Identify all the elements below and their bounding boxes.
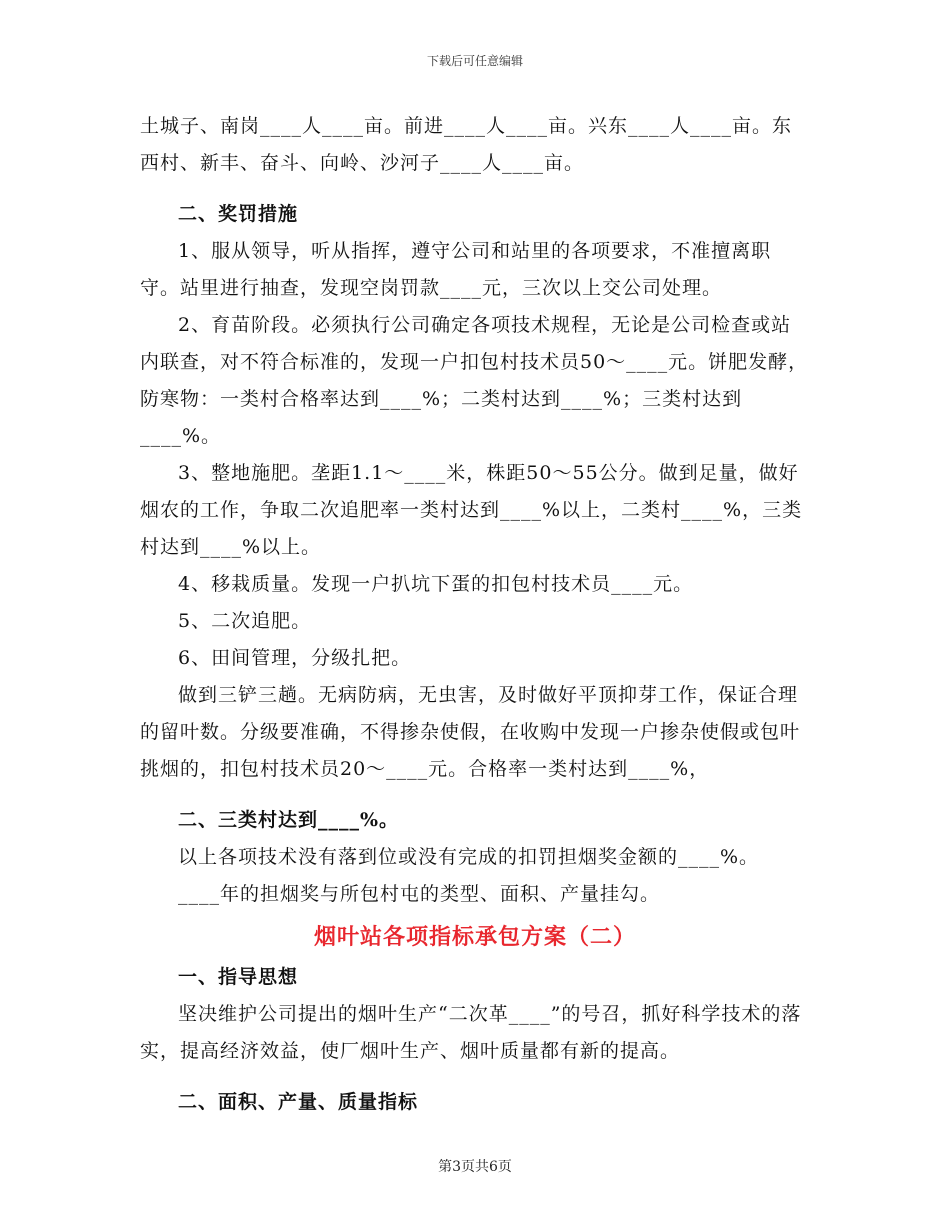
item-6-paragraph: 6、田间管理，分级扎把。 xyxy=(178,647,412,669)
heading-indicators: 二、面积、产量、质量指标 xyxy=(178,1091,419,1113)
item-3-paragraph: 3、整地施肥。垄距1.1～____米，株距50～55公分。做到足量，做好烟农的工作，争取二次追肥率一类村达到____%以上，二类村____%，三类村达到____%以上。 xyxy=(140,462,803,558)
village-quota-paragraph: 土城子、南岗____人____亩。前进____人____亩。兴东____人____亩。东西村、新丰、奋斗、向岭、沙河子____人____亩。 xyxy=(140,115,793,174)
heading-guiding-ideology: 一、指导思想 xyxy=(178,966,299,988)
item-5-paragraph: 5、二次追肥。 xyxy=(178,610,312,632)
item-4-paragraph: 4、移栽质量。发现一户扒坑下蛋的扣包村技术员____元。 xyxy=(178,573,694,595)
guiding-ideology-paragraph: 坚决维护公司提出的烟叶生产“二次革____”的号召，抓好科学技术的落实，提高经济效益，使厂烟叶生产、烟叶质量都有新的提高。 xyxy=(140,1003,802,1062)
heading-rewards-penalties: 二、奖罚措施 xyxy=(178,203,299,225)
item-2-paragraph: 2、育苗阶段。必须执行公司确定各项技术规程，无论是公司检查或站内联查，对不符合标准的，发现一户扣包村技术员50～____元。饼肥发酵，防寒物：一类村合格率达到____%；二类村达到____%；三类村达到____%。 xyxy=(140,314,809,447)
penalty-paragraph: 以上各项技术没有落到位或没有完成的扣罚担烟奖金额的____%。 xyxy=(178,846,760,868)
page-header: 下载后可任意编辑 xyxy=(426,54,523,68)
heading-class3-villages: 二、三类村达到____%。 xyxy=(178,809,400,831)
page-number: 第3页共6页 xyxy=(438,1159,512,1175)
document-body xyxy=(140,108,810,1121)
item-1-paragraph: 1、服从领导，听从指挥，遵守公司和站里的各项要求，不准擅离职守。站里进行抽查，发现空岗罚款____元，三次以上交公司处理。 xyxy=(140,240,772,299)
field-management-paragraph: 做到三铲三趟。无病防病，无虫害，及时做好平顶抑芽工作，保证合理的留叶数。分级要准确，不得掺杂使假，在收购中发现一户掺杂使假或包叶挑烟的，扣包村技术员20～____元。合格率一类村达到____%， xyxy=(140,684,801,780)
bonus-link-paragraph: ____年的担烟奖与所包村屯的类型、面积、产量挂勾。 xyxy=(178,883,661,905)
section-title: 烟叶站各项指标承包方案（二） xyxy=(313,924,636,950)
